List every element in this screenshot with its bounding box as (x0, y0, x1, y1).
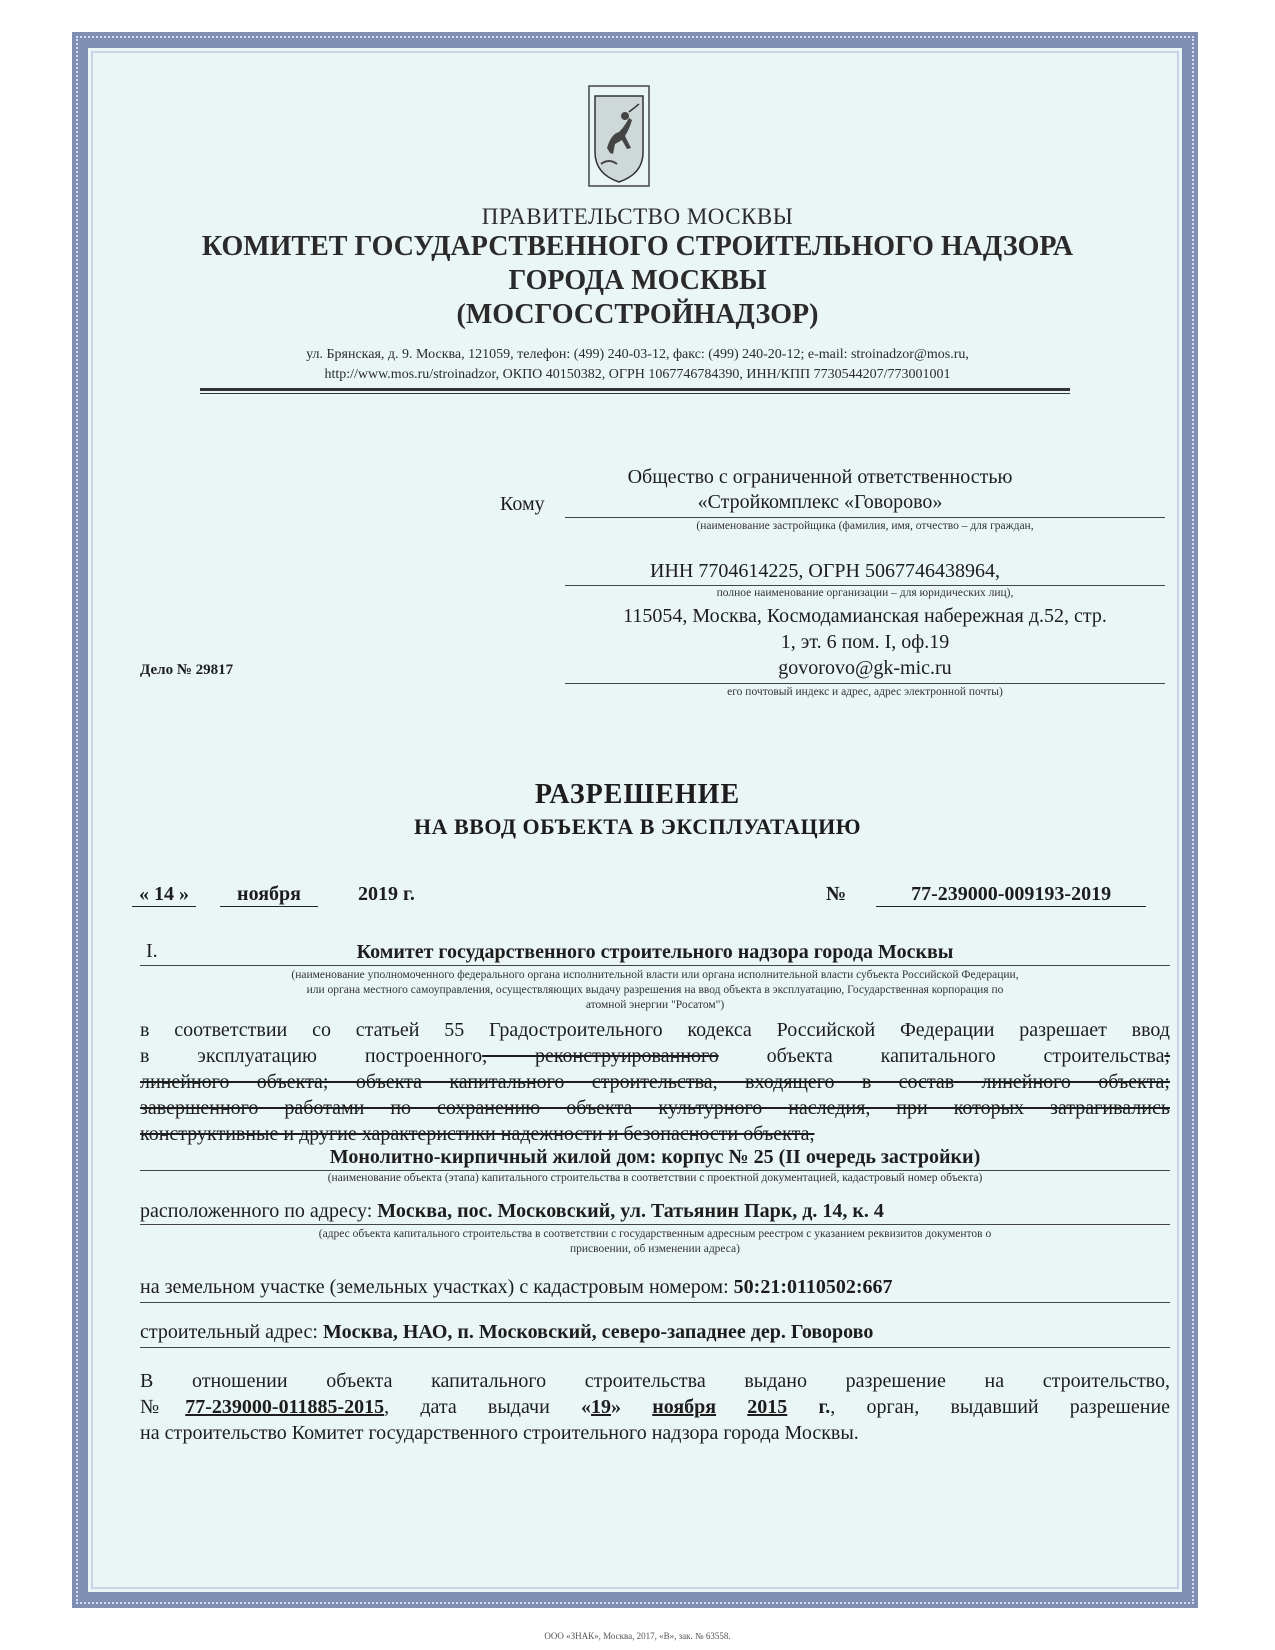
building-permit-number: 77-239000-011885-2015 (185, 1396, 385, 1418)
issue-date (132, 883, 415, 907)
building-permit-year: 2015 (747, 1396, 788, 1418)
document-subtitle: НА ВВОД ОБЪЕКТА В ЭКСПЛУАТАЦИЮ (414, 814, 861, 839)
permit-paragraph-line-3: линейного объекта; объекта капитального строительства, входящего в состав линейного объекта; (140, 1071, 1170, 1093)
object-address (140, 1200, 1170, 1223)
construction-address-value: Москва, НАО, п. Московский, северо-западнее дер. Говорово (323, 1321, 874, 1343)
recipient-org-underline (565, 517, 1165, 518)
object-address-caption: (адрес объекта капитального строительства в соответствии с государственным адресным реестром с указанием реквизитов документов о присвоении, об изменении адреса) (318, 1228, 992, 1255)
recipient-ids: ИНН 7704614225, ОГРН 5067746438964, (650, 560, 1000, 582)
recipient-caption-3: его почтовый индекс и адрес, адрес электронной почты) (727, 686, 1003, 698)
recipient-address-line-2: 1, эт. 6 пом. I, оф.19 (780, 631, 950, 653)
building-permit-month: ноября (652, 1396, 717, 1418)
to-label: Кому (500, 493, 545, 515)
building-permit-paragraph (140, 1368, 1170, 1446)
recipient-address-line-1: 115054, Москва, Космодамианская набережная д.52, стр. (623, 605, 1107, 627)
land-plot (140, 1276, 1170, 1299)
recipient-org-line-1: Общество с ограниченной ответственностью (627, 466, 1013, 488)
building-permit-line-2: №77-239000-011885-2015, дата выдачи «19» ноября 2015 г., орган, выдавший разрешение (140, 1396, 1171, 1418)
permit-paragraph (140, 1017, 1170, 1147)
document-title: РАЗРЕШЕНИЕ (534, 779, 741, 810)
object-name: Монолитно-кирпичный жилой дом: корпус № 25 (II очередь застройки) (329, 1146, 981, 1168)
issuing-authority-caption: (наименование уполномоченного федерального органа исполнительной власти или органа исполнительной власти субъекта Российской Федерации, или органа местного самоуправления, осуществляющих выдачу разрешения на ввод объекта в эксплуатацию, Государственная корпорация по атомной энергии "Росатом") (291, 969, 1019, 1011)
object-address-value: Москва, пос. Московский, ул. Татьянин Парк, д. 14, к. 4 (377, 1200, 884, 1222)
permit-number-block (826, 883, 1146, 907)
number-sign: № (826, 883, 847, 905)
recipient-caption-1: (наименование застройщика (фамилия, имя, отчество – для граждан, (696, 520, 1034, 532)
issue-date-year: 2019 (358, 883, 398, 905)
recipient-ids-underline (565, 585, 1165, 586)
permit-number: 77-239000-009193-2019 (876, 883, 1146, 907)
recipient-caption-2: полное наименование организации – для юридических лиц), (716, 587, 1014, 599)
cadastral-number: 50:21:0110502:667 (733, 1276, 893, 1298)
government-name: ПРАВИТЕЛЬСТВО МОСКВЫ (481, 204, 794, 229)
object-address-underline (140, 1224, 1170, 1225)
moscow-coat-of-arms-icon (585, 82, 653, 190)
case-number: Дело № 29817 (140, 662, 234, 678)
object-address-label: расположенного по адресу: (140, 1200, 378, 1222)
land-plot-label: на земельном участке (земельных участках) с кадастровым номером: (140, 1276, 734, 1298)
recipient-address-underline (565, 683, 1165, 684)
committee-name (0, 230, 1275, 332)
issuing-authority-underline (140, 965, 1170, 966)
building-permit-day: 19 (591, 1396, 611, 1418)
section-roman: I. (146, 940, 158, 962)
header-divider-thin (200, 393, 1070, 394)
committee-contacts (0, 345, 1275, 385)
contacts-line-1: ул. Брянская, д. 9. Москва, 121059, телефон: (499) 240-03-12, факс: (499) 240-20-12; e-mail: stroinadzor@mos.ru, (306, 347, 969, 362)
permit-paragraph-line-5: конструктивные и другие характеристики надежности и безопасности объекта, (140, 1123, 815, 1145)
printer-imprint: ООО «ЗНАК», Москва, 2017, «В», зак. № 63558. (544, 1631, 731, 1641)
committee-short-name: (МОСГОССТРОЙНАДЗОР) (456, 299, 819, 330)
object-name-underline (140, 1170, 1170, 1171)
building-permit-line-1: В отношении объекта капитального строительства выдано разрешение на строительство, (140, 1370, 1170, 1392)
issue-date-month: ноября (220, 883, 318, 907)
construction-address-underline (140, 1347, 1170, 1348)
issuing-authority: Комитет государственного строительного надзора города Москвы (356, 941, 954, 963)
issue-date-year-suffix: г. (403, 883, 415, 905)
construction-address-label: строительный адрес: (140, 1321, 323, 1343)
recipient-org-line-2: «Стройкомплекс «Говорово» (697, 491, 943, 513)
header-divider (200, 388, 1070, 391)
building-permit-line-3: на строительство Комитет государственного строительного надзора города Москвы. (140, 1422, 859, 1444)
permit-paragraph-line-1: в соответствии со статьей 55 Градостроительного кодекса Российской Федерации разрешает ввод (140, 1019, 1170, 1041)
issue-date-day: « 14 » (132, 883, 196, 907)
land-plot-underline (140, 1302, 1170, 1303)
permit-paragraph-line-2: в эксплуатацию построенного, реконструированного объекта капитального строительства; (140, 1045, 1171, 1067)
contacts-line-2: http://www.mos.ru/stroinadzor, ОКПО 40150382, ОГРН 1067746784390, ИНН/КПП 7730544207/773001001 (324, 367, 951, 382)
construction-address (140, 1321, 1170, 1344)
permit-paragraph-line-4: завершенного работами по сохранению объекта культурного наследия, при которых затрагивались (140, 1097, 1170, 1119)
recipient-email: govorovo@gk-mic.ru (778, 657, 952, 679)
object-name-caption: (наименование объекта (этапа) капитального строительства в соответствии с проектной документацией, кадастровый номер объекта) (327, 1172, 983, 1184)
committee-line-1: КОМИТЕТ ГОСУДАРСТВЕННОГО СТРОИТЕЛЬНОГО НАДЗОРА (201, 231, 1074, 262)
committee-line-2: ГОРОДА МОСКВЫ (508, 265, 767, 296)
